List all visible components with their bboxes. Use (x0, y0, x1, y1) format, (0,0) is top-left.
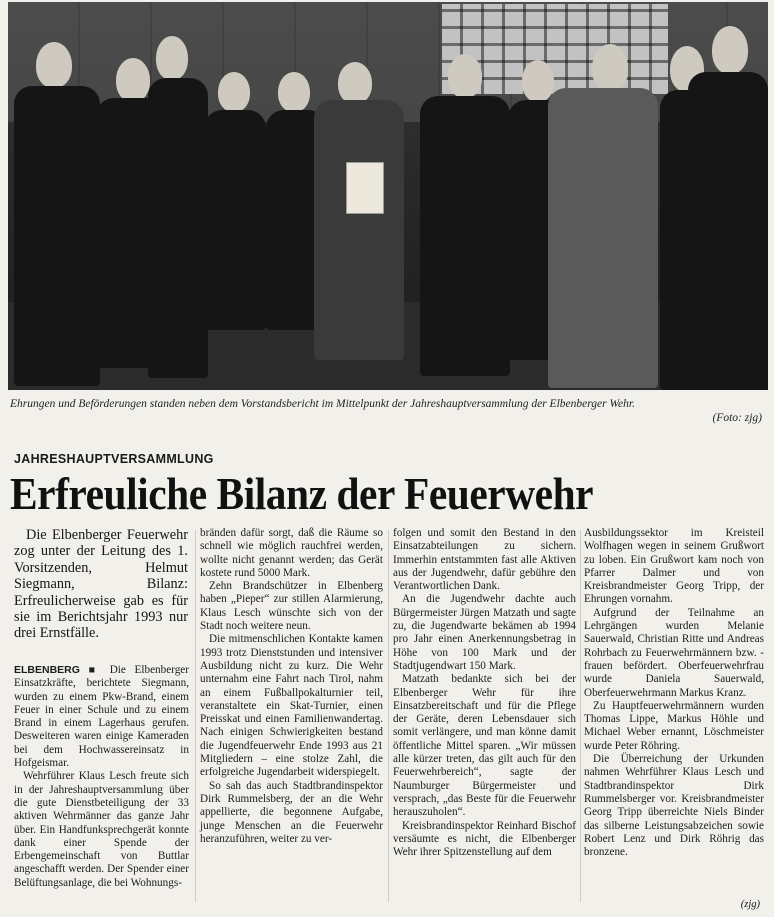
paragraph: folgen und somit den Bestand in den Einsatzabteilungen zu sichern. Immerhin entstammten fast alle Aktiven aus der Jugendwehr, dafür gebühre den Verantwortlichen Dank. (393, 527, 576, 593)
paragraph: Kreisbrandinspektor Reinhard Bischof versäumte es nicht, die Elbenberger Wehr ihrer Spitzenstellung auf dem (393, 819, 576, 859)
paragraph: bränden dafür sorgt, daß die Räume so schnell wie möglich rauchfrei werden, wollte nicht genannt werden; das Gerät kostete rund 5000 Mark. (200, 527, 383, 579)
article-lead: Die Elbenberger Feuerwehr zog unter der Leitung des 1. Vorsitzenden, Helmut Siegmann, Bilanz: Erfreulicherweise gab es für sie im Berichtsjahr 1993 nur drei Ernstfälle. (14, 527, 188, 642)
paragraph: Zehn Brandschützer in Elbenberg haben „Pieper“ zur stillen Alarmierung, Klaus Lesch wünschte sich von der Stadt noch weitere neun. (200, 580, 383, 633)
article-column-3 (393, 527, 576, 859)
paragraph: An die Jugendwehr dachte auch Bürgermeister Jürgen Matzath und sagte zu, die Jugendwarte bekämen ab 1994 pro Jahr einen Anerkennungsbetrag in Höhe von 100 Mark und der Stadtjugendwart 150 Mark. (393, 593, 576, 672)
paragraph: Matzath bedankte sich bei der Elbenberger Wehr für ihre Einsatzbereitschaft und für die Pflege der Geräte, deren Lebensdauer sich somit verlängere, und man könne damit öffentliche Mittel sparen. „Wir müssen alle kürzer treten, das gilt auch für den Feuerwehrbereich“, sagte der Naumburger Bürgermeister und versprach, „das Beste für die Feuerwehr herauszuholen“. (393, 673, 576, 819)
photo-credit: (Foto: zjg) (712, 411, 762, 424)
paragraph: Die Überreichung der Urkunden nahmen Wehrführer Klaus Lesch und Stadtbrandinspektor Dirk Rummelsberger vor. Kreisbrandmeister Georg Tripp überreichte Niels Binder das silberne Leistungsabzeichen sowie Robert Lenz und Dirk Röhrig das bronzene. (584, 753, 764, 859)
certificate (346, 162, 384, 214)
article-column-2 (200, 527, 383, 846)
group-photo (8, 2, 768, 390)
article-column-1 (14, 664, 189, 890)
column-rule (195, 530, 196, 902)
paragraph: Die mitmenschlichen Kontakte kamen 1993 trotz Dienststunden und intensiver Ausbildung nicht zu kurz. Die Wehr unternahm eine Fahrt nach Tirol, nahm an einem Fußballpokalturnier teil, veranstaltete ein Skat-Turnier, einen Preisskat und einen Familienwandertag. Nach einigen Schwierigkeiten bestand die Jugendfeuerwehr Ende 1993 aus 21 Mitgliedern – eine stolze Zahl, die erfolgreiche Jugendarbeit widerspiegelt. (200, 633, 383, 779)
paragraph: So sah das auch Stadtbrandinspektor Dirk Rummelsberg, der an die Wehr appellierte, die begonnene Aufgabe, junge Menschen an die Feuerwehr heranzuführen, weiter zu ver- (200, 779, 383, 845)
dateline: ELBENBERG ■ (14, 664, 101, 676)
paragraph: Wehrführer Klaus Lesch freute sich in der Jahreshauptversammlung über die gute Dienstbeteiligung der 33 aktiven Wehrmänner das ganze Jahr über. Ein Handfunksprechgerät konnte dank einer Spende der Erbengemeinschaft von Buttlar angeschafft werden. Der Spender einer Belüftungsanlage, die bei Wohnungs- (14, 770, 189, 889)
author-signature: (zjg) (740, 899, 760, 910)
paragraph: Zu Hauptfeuerwehrmännern wurden Thomas Lippe, Markus Höhle und Michael Weber ernannt, Löschmeister wurde Peter Röhring. (584, 699, 764, 752)
paragraph: Ausbildungssektor im Kreisteil Wolfhagen wegen in seinem Grußwort zu loben. Ein Grußwort kam noch von Pfarrer Dalmer und von Kreisbrandmeister Georg Tripp, der Ehrungen vornahm. (584, 527, 764, 606)
photo-caption (10, 398, 762, 424)
caption-text: Ehrungen und Beförderungen standen neben dem Vorstandsbericht im Mittelpunkt der Jahreshauptversammlung der Elbenberger Wehr. (10, 398, 635, 410)
paragraph: ELBENBERG ■ Die Elbenberger Einsatzkräfte, berichtete Siegmann, wurden zu einem Pkw-Brand, einem Feuer in einer Schule und zu einem Brand in einem Lagerhaus gerufen. Desweiteren waren einige Kameraden bei dem Hochwassereinsatz in Hofgeismar. (14, 664, 189, 770)
article-column-4 (584, 527, 764, 859)
section-rubric: JAHRESHAUPTVERSAMMLUNG (14, 452, 214, 466)
column-rule (388, 530, 389, 902)
article-headline: Erfreuliche Bilanz der Feuerwehr (10, 468, 594, 519)
paragraph: Aufgrund der Teilnahme an Lehrgängen wurden Melanie Sauerwald, Christian Ritte und Andreas Rohrbach zu Feuerwehrmännern bzw. -frauen befördert. Oberfeuerwehrfrau wurde Daniela Sauerwald, Oberfeuerwehrmann Markus Kranz. (584, 606, 764, 699)
column-rule (580, 530, 581, 902)
